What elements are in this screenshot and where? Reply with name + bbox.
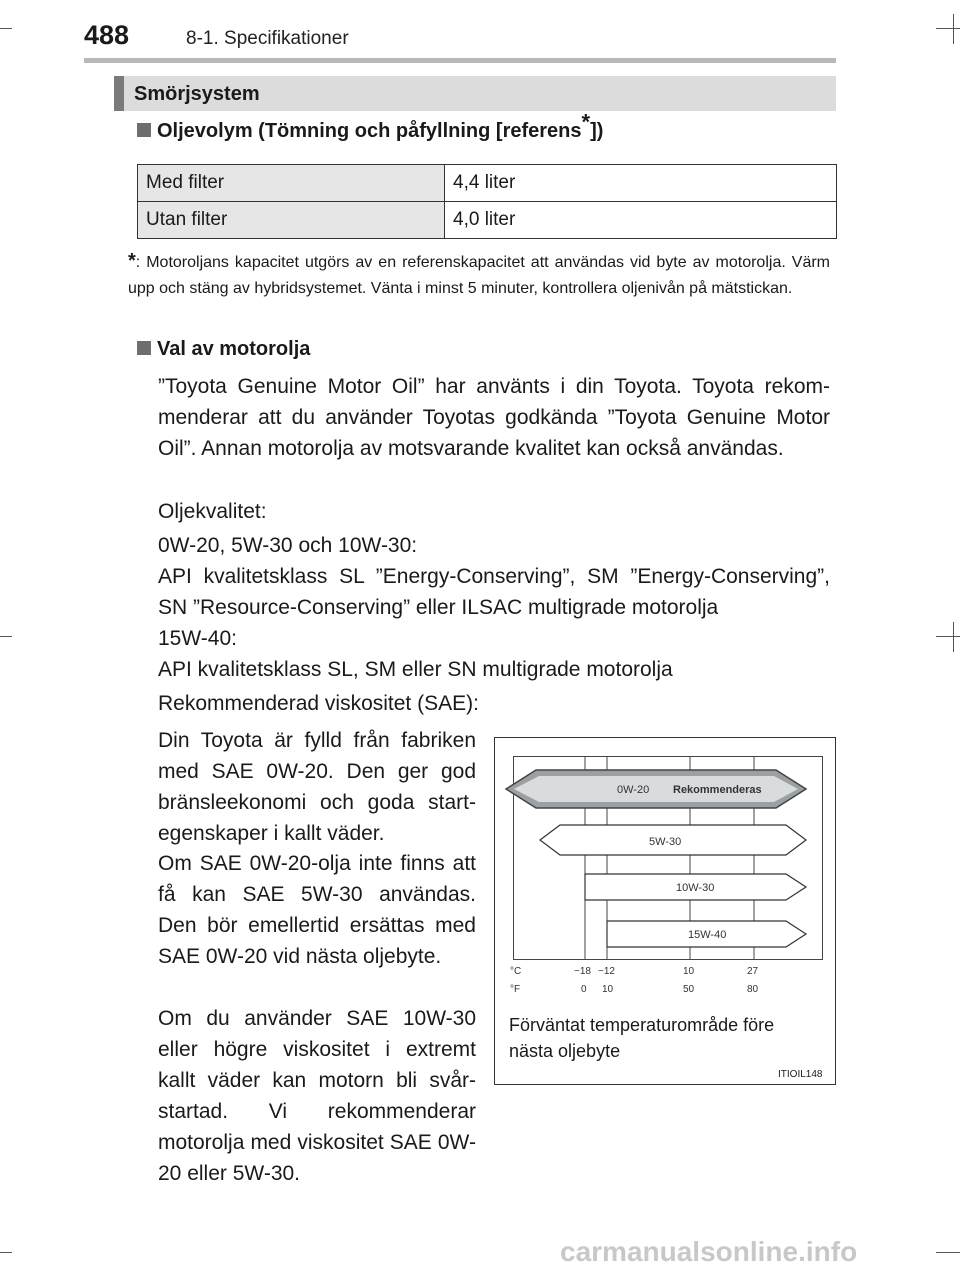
oil-selection-heading-text: Val av motorolja — [157, 338, 311, 360]
paragraph-grade-heavy: 15W-40: — [158, 627, 237, 650]
table-cell-value: 4,4 liter — [445, 165, 837, 202]
paragraph-api-light: API kvalitetsklass SL ”Energy-Conserving”, SM ”Energy-Conserving”, SN ”Resource-Conserving” eller ILSAC multigrade motorolja — [158, 565, 830, 619]
oil-selection-heading — [137, 338, 310, 361]
fahrenheit-unit: °F — [510, 984, 521, 995]
celsius-tick: −18 — [574, 966, 591, 977]
section-header — [114, 76, 836, 111]
crop-mark — [936, 636, 960, 637]
table-cell-value: 4,0 liter — [445, 202, 837, 239]
fahrenheit-tick: 10 — [602, 984, 614, 995]
reference-asterisk: * — [581, 109, 591, 135]
crop-mark — [936, 28, 960, 29]
paragraph-alternative: Om SAE 0W-20-olja inte finns att få kan SAE 5W-30 användas. Den bör emellertid ersättas med SAE 0W-20 vid nästa oljebyte. — [158, 852, 476, 968]
celsius-unit: °C — [510, 966, 522, 977]
paragraph-grade-light: 0W-20, 5W-30 och 10W-30: — [158, 534, 418, 557]
section-marker — [114, 76, 124, 111]
crop-mark — [0, 1252, 12, 1253]
paragraph-api-heavy: API kvalitetsklass SL, SM eller SN multigrade motorolja — [158, 658, 673, 681]
running-head: 8-1. Specifikationer — [186, 28, 349, 49]
paragraph-oil-quality-label: Oljekvalitet: — [158, 500, 267, 523]
paragraph-factory-fill: Din Toyota är fylld från fabriken med SAE 0W-20. Den ger god bränsleekonomi och goda startegenskaper i kallt väder. — [158, 729, 476, 845]
fahrenheit-tick: 0 — [581, 984, 587, 995]
grade-label-10w30: 10W-30 — [676, 882, 715, 894]
crop-mark — [953, 622, 954, 652]
grade-label-0w20: 0W-20 — [617, 784, 650, 796]
celsius-tick: −12 — [598, 966, 615, 977]
figure-code: ITIOIL148 — [778, 1069, 823, 1080]
oil-volume-heading-text: Oljevolym (Tömning och påfyllning [referens — [157, 120, 582, 142]
paragraph-genuine-oil: ”Toyota Genuine Motor Oil” har använts i din Toyota. Toyota rekommenderar att du använder Toyotas godkända ”Toyota Genuine Motor Oil”. Annan motorolja av motsvarande kvalitet kan också användas. — [158, 375, 830, 460]
celsius-tick: 10 — [683, 966, 695, 977]
crop-mark — [0, 28, 12, 29]
page-number: 488 — [84, 20, 130, 50]
fahrenheit-tick: 50 — [683, 984, 695, 995]
viscosity-chart — [494, 737, 836, 1007]
paragraph-cold-weather: Om du använder SAE 10W-30 eller högre viskositet i extremt kallt väder kan motorn bli svårstartad. Vi rekommenderar motorolja med viskositet SAE 0W-20 eller 5W-30. — [158, 1007, 476, 1185]
section-title: Smörjsystem — [134, 83, 260, 105]
oil-volume-heading-end: ]) — [590, 120, 604, 142]
table-row — [138, 165, 837, 202]
square-bullet-icon — [137, 341, 151, 355]
table-cell-label: Utan filter — [138, 202, 445, 239]
grade-label-15w40: 15W-40 — [688, 929, 727, 941]
table-cell-label: Med filter — [138, 165, 445, 202]
header-rule — [84, 58, 836, 63]
crop-mark — [0, 636, 12, 637]
footnote — [128, 248, 830, 302]
watermark: carmanualsonline.info — [560, 1236, 858, 1267]
oil-volume-heading — [137, 109, 604, 143]
oil-volume-table — [137, 164, 837, 239]
footnote-asterisk: * — [128, 250, 136, 272]
crop-mark — [936, 1252, 960, 1253]
grade-label-5w30: 5W-30 — [649, 836, 682, 848]
square-bullet-icon — [137, 123, 151, 137]
table-row — [138, 202, 837, 239]
figure-caption: Förväntat temperaturområde före nästa oljebyte — [509, 1015, 775, 1061]
crop-mark — [953, 14, 954, 44]
paragraph-viscosity-label: Rekommenderad viskositet (SAE): — [158, 692, 479, 715]
recommended-tag: Rekommenderas — [673, 784, 762, 796]
fahrenheit-tick: 80 — [747, 984, 759, 995]
celsius-tick: 27 — [747, 966, 759, 977]
footnote-text: : Motoroljans kapacitet utgörs av en referenskapacitet att användas vid byte av motorolja. Värm upp och stäng av hybridsystemet. Vänta i minst 5 minuter, kontrollera oljenivån på mätstickan. — [128, 254, 830, 297]
